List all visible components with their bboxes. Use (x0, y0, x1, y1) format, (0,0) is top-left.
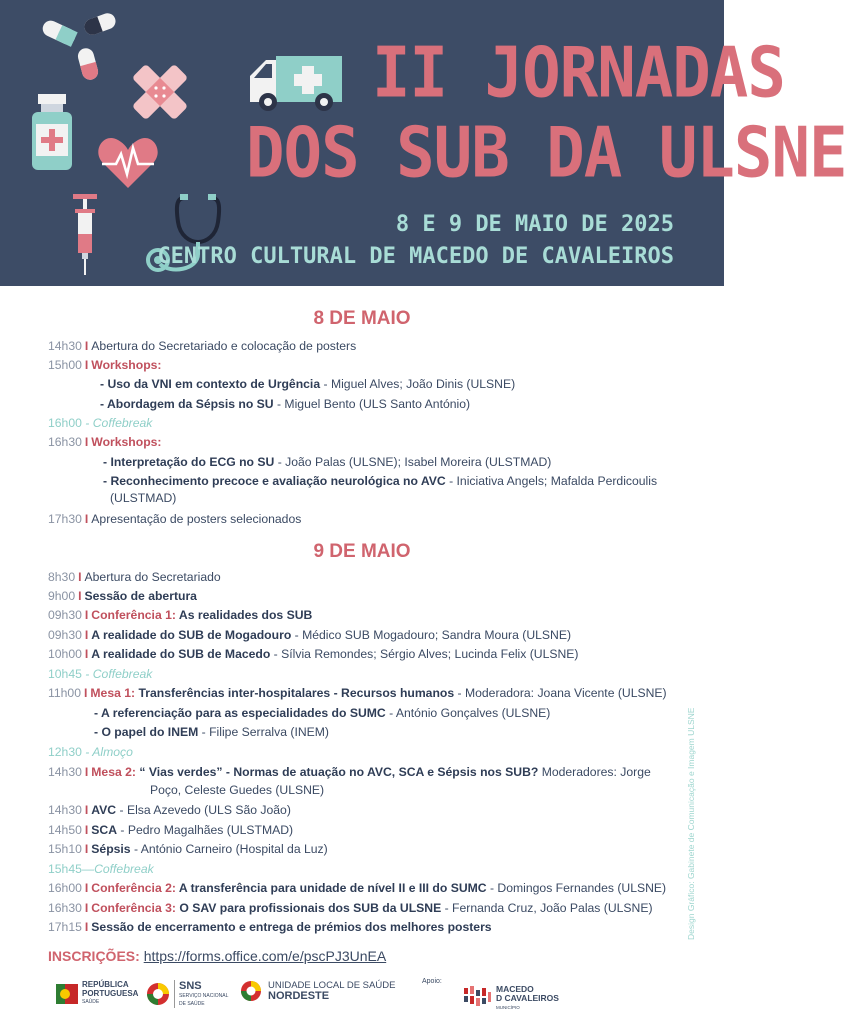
republica-portuguesa-logo: REPÚBLICA PORTUGUESA SAÚDE (56, 980, 138, 1007)
schedule-row: - Uso da VNI em contexto de Urgência - Miguel Alves; João Dinis (ULSNE) (100, 377, 516, 391)
schedule-row: - O papel do INEM - Filipe Serralva (INEM) (94, 725, 329, 739)
schedule-row: 15h00 I Workshops: (48, 358, 162, 372)
schedule-row: 14h50 I SCA - Pedro Magalhães (ULSTMAD) (48, 823, 294, 837)
schedule-row: 12h30 - Almoço (48, 745, 133, 759)
header-banner (0, 0, 847, 286)
schedule-row: 17h15 I Sessão de encerramento e entrega de prémios dos melhores posters (48, 920, 492, 934)
registration-label: INSCRIÇÕES: (48, 948, 140, 964)
title-line-2: DOS SUB DA ULSNE (246, 114, 847, 194)
schedule-row: 10h00 I A realidade do SUB de Macedo - Sílvia Remondes; Sérgio Alves; Lucinda Felix (ULSNE) (48, 647, 579, 661)
republica-emblem-icon (56, 982, 78, 1006)
schedule-row: 09h30 I A realidade do SUB de Mogadouro - Médico SUB Mogadouro; Sandra Moura (ULSNE) (48, 628, 572, 642)
schedule-row: 11h00 I Mesa 1: Transferências inter-hospitalares - Recursos humanos - Moderadora: Joana Vicente (ULSNE) (48, 686, 667, 700)
schedule-row: Poço, Celeste Guedes (ULSNE) (150, 783, 325, 797)
ulsne-emblem-icon (240, 980, 262, 1002)
schedule-row: 14h30 I AVC - Elsa Azevedo (ULS São João) (48, 803, 291, 817)
sns-emblem-icon (146, 982, 170, 1006)
macedo-emblem-icon (462, 984, 492, 1012)
schedule-row: (ULSTMAD) (110, 491, 177, 505)
ulsne-logo: UNIDADE LOCAL DE SAÚDE NORDESTE (240, 980, 395, 1002)
registration-link[interactable]: https://forms.office.com/e/pscPJ3UnEA (143, 948, 387, 964)
sns-logo: SNS SERVIÇO NACIONAL DE SAÚDE (146, 980, 228, 1008)
registration (48, 948, 386, 964)
schedule-row: 16h30 I Conferência 3: O SAV para profissionais dos SUB da ULSNE - Fernanda Cruz, João Palas (ULSNE) (48, 901, 653, 915)
schedule-row: - A referenciação para as especialidades do SUMC - António Gonçalves (ULSNE) (94, 706, 551, 720)
schedule-row: 16h30 I Workshops: (48, 435, 162, 449)
macedo-cavaleiros-logo: MACEDO D CAVALEIROS MUNICÍPIO (462, 984, 559, 1012)
schedule-row: 15h45—Coffebreak (48, 862, 154, 876)
schedule-row: - Abordagem da Sépsis no SU - Miguel Bento (ULS Santo António) (100, 397, 471, 411)
title-line-1: II JORNADAS (372, 34, 785, 114)
design-credit: Design Gráfico: Gabinete de Comunicação e Imagem ULSNE (686, 707, 696, 940)
schedule-row: 9h00 I Sessão de abertura (48, 589, 197, 603)
medicine-bottle-icon (30, 94, 74, 172)
bandage-icon (126, 58, 194, 126)
schedule-row: 16h00 I Conferência 2: A transferência para unidade de nível II e III do SUMC - Domingos Fernandes (ULSNE) (48, 881, 667, 895)
day1-title: 8 DE MAIO (313, 308, 411, 329)
syringe-icon (70, 194, 100, 276)
ambulance-icon (246, 52, 344, 112)
schedule-row: 8h30 I Abertura do Secretariado (48, 570, 221, 584)
schedule-row: 15h10 I Sépsis - António Carneiro (Hospital da Luz) (48, 842, 328, 856)
schedule-row: - Interpretação do ECG no SU - João Palas (ULSNE); Isabel Moreira (ULSTMAD) (103, 455, 552, 469)
pills-icon (38, 10, 120, 80)
event-date: 8 E 9 DE MAIO DE 2025 (395, 212, 674, 237)
apoio-label: Apoio: (422, 978, 442, 985)
schedule-row: - Reconhecimento precoce e avaliação neurológica no AVC - Iniciativa Angels; Mafalda Perdicoulis (103, 474, 658, 488)
schedule-row: 14h30 I Mesa 2: “ Vias verdes” - Normas de atuação no AVC, SCA e Sépsis nos SUB? Moderadores: Jorge (48, 765, 651, 779)
day2-title: 9 DE MAIO (313, 541, 411, 562)
schedule-row: 14h30 I Abertura do Secretariado e colocação de posters (48, 339, 357, 353)
schedule-row: 17h30 I Apresentação de posters selecionados (48, 512, 302, 526)
event-venue: CENTRO CULTURAL DE MACEDO DE CAVALEIROS (157, 244, 674, 269)
schedule-row: 09h30 I Conferência 1: As realidades dos SUB (48, 608, 313, 622)
schedule-row: 16h00 - Coffebreak (48, 416, 153, 430)
schedule-row: 10h45 - Coffebreak (48, 667, 153, 681)
heart-pulse-icon (96, 134, 160, 190)
